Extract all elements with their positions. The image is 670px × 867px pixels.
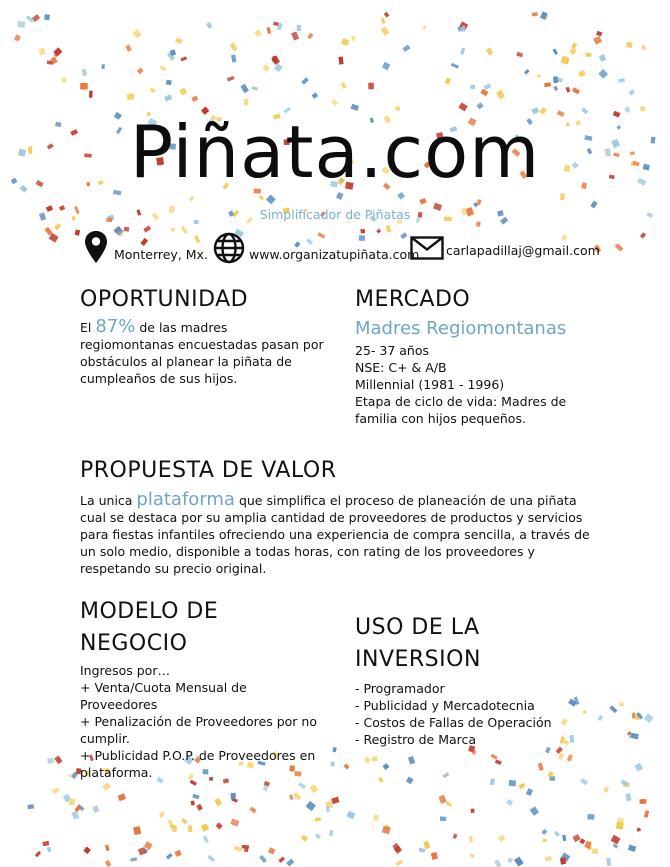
confetti-piece xyxy=(188,825,192,832)
globe-icon xyxy=(213,232,245,264)
confetti-piece xyxy=(201,824,209,832)
confetti-piece xyxy=(561,56,570,65)
confetti-piece xyxy=(196,804,203,811)
confetti-piece xyxy=(244,848,248,852)
confetti-piece xyxy=(460,48,465,55)
confetti-piece xyxy=(562,835,566,841)
confetti-piece xyxy=(47,847,52,853)
confetti-piece xyxy=(27,804,34,809)
confetti-piece xyxy=(214,798,222,806)
confetti-piece xyxy=(144,841,153,850)
section-propuesta xyxy=(80,455,595,577)
confetti-piece xyxy=(133,29,142,38)
confetti-piece xyxy=(453,833,458,838)
confetti-piece xyxy=(203,836,209,843)
confetti-piece xyxy=(231,55,236,63)
confetti-piece xyxy=(549,776,555,781)
confetti-piece xyxy=(35,851,41,857)
confetti-piece xyxy=(514,857,524,867)
confetti-piece xyxy=(469,836,473,842)
confetti-piece xyxy=(180,56,187,61)
confetti-piece xyxy=(240,84,249,93)
confetti-piece xyxy=(626,42,633,48)
confetti-piece xyxy=(476,102,483,109)
confetti-piece xyxy=(17,21,25,28)
confetti-piece xyxy=(625,793,631,801)
confetti-piece xyxy=(408,756,415,765)
confetti-piece xyxy=(637,828,641,832)
confetti-piece xyxy=(293,792,301,800)
confetti-piece xyxy=(54,756,62,765)
confetti-piece xyxy=(571,43,577,49)
mercado-line: Millennial (1981 - 1996) xyxy=(355,377,505,392)
confetti-piece xyxy=(431,852,438,860)
confetti-piece xyxy=(469,853,475,858)
confetti-piece xyxy=(105,845,110,851)
confetti-piece xyxy=(80,83,88,90)
confetti-piece xyxy=(271,55,280,64)
confetti-piece xyxy=(127,93,134,100)
confetti-piece xyxy=(628,845,637,852)
confetti-piece xyxy=(341,82,347,89)
confetti-piece xyxy=(344,764,350,770)
confetti-piece xyxy=(496,90,505,100)
confetti-piece xyxy=(572,834,580,842)
confetti-piece xyxy=(258,195,264,201)
confetti-piece xyxy=(267,27,271,34)
confetti-piece xyxy=(530,806,539,815)
modelo-line: + Penalización de Proveedores por no cumplir. xyxy=(80,714,317,746)
confetti-piece xyxy=(268,847,276,854)
confetti-piece xyxy=(553,76,558,83)
confetti-piece xyxy=(384,12,390,18)
confetti-piece xyxy=(289,794,294,800)
confetti-piece xyxy=(554,831,560,837)
confetti-piece xyxy=(230,818,239,826)
confetti-piece xyxy=(471,809,475,814)
confetti-piece xyxy=(402,45,410,52)
confetti-piece xyxy=(440,817,446,822)
confetti-piece xyxy=(509,780,516,786)
confetti-piece xyxy=(609,705,617,713)
confetti-piece xyxy=(639,799,646,804)
uso-line: - Publicidad y Mercadotecnia xyxy=(355,698,535,713)
confetti-piece xyxy=(82,69,87,76)
confetti-piece xyxy=(133,826,141,835)
uso-line: - Registro de Marca xyxy=(355,732,477,747)
confetti-piece xyxy=(189,196,194,202)
confetti-piece xyxy=(259,855,267,863)
propuesta-text-suffix: que simplifica el proceso de planeación de una piñata cual se destaca por su amplia cantidad de proveedores de productos y servicios para fiestas infantiles ofreciendo una experiencia de compra sencilla, a través de un solo medio, disponible a todas horas, con rating de los proveedores y respetando su precio original. xyxy=(80,493,590,576)
confetti-piece xyxy=(631,733,639,740)
page-title: Piñata.com xyxy=(129,110,541,194)
confetti-piece xyxy=(477,199,482,205)
confetti-piece xyxy=(470,84,475,89)
confetti-piece xyxy=(507,857,513,863)
confetti-piece xyxy=(207,855,215,862)
confetti-piece xyxy=(175,37,183,44)
confetti-piece xyxy=(599,54,606,62)
confetti-piece xyxy=(192,794,199,800)
confetti-piece xyxy=(137,68,144,75)
confetti-piece xyxy=(301,835,308,842)
envelope-icon xyxy=(410,236,444,260)
confetti-piece xyxy=(383,763,390,770)
confetti-piece xyxy=(606,858,611,866)
confetti-piece xyxy=(166,80,172,85)
confetti-piece xyxy=(560,193,565,200)
confetti-piece xyxy=(498,834,506,842)
oportunidad-text-prefix: El xyxy=(80,320,96,335)
confetti-piece xyxy=(598,69,608,79)
confetti-piece xyxy=(585,53,591,57)
confetti-piece xyxy=(315,833,321,839)
propuesta-text xyxy=(80,491,595,577)
mercado-details xyxy=(355,342,595,427)
confetti-piece xyxy=(381,27,390,37)
confetti-piece xyxy=(47,758,54,764)
confetti-piece xyxy=(618,78,625,83)
confetti-piece xyxy=(483,83,491,90)
contact-bar xyxy=(0,230,670,270)
confetti-piece xyxy=(262,64,270,72)
confetti-piece xyxy=(524,69,530,75)
confetti-piece xyxy=(644,713,654,723)
confetti-piece xyxy=(172,826,177,832)
confetti-piece xyxy=(476,222,480,227)
confetti-piece xyxy=(273,22,279,26)
confetti-piece xyxy=(243,99,248,106)
confetti-piece xyxy=(254,29,262,37)
modelo-line: + Venta/Cuota Mensual de Proveedores xyxy=(80,680,247,712)
oportunidad-text-suffix: de las madres regiomontanas encuestadas pasan por obstáculos al planear la piñata de cumpleaños de sus hijos. xyxy=(80,320,324,386)
modelo-line: + Publicidad P.O.P. de Proveedores en plataforma. xyxy=(80,748,316,780)
confetti-piece xyxy=(191,801,195,806)
confetti-piece xyxy=(611,835,621,845)
uso-heading: USO DE LA INVERSION xyxy=(355,615,481,672)
confetti-piece xyxy=(629,89,635,95)
confetti-piece xyxy=(578,70,586,78)
confetti-piece xyxy=(536,74,541,79)
confetti-piece xyxy=(159,811,165,818)
confetti-piece xyxy=(406,777,414,785)
confetti-piece xyxy=(351,35,356,41)
confetti-piece xyxy=(443,772,450,778)
confetti-piece xyxy=(553,86,558,91)
uso-details xyxy=(355,680,595,748)
section-modelo xyxy=(80,596,320,781)
confetti-piece xyxy=(150,88,156,93)
section-oportunidad xyxy=(80,284,325,387)
confetti-piece xyxy=(26,16,34,23)
confetti-piece xyxy=(191,96,198,102)
confetti-piece xyxy=(291,31,299,40)
confetti-piece xyxy=(544,82,551,87)
confetti-piece xyxy=(250,807,257,814)
confetti-piece xyxy=(346,811,355,820)
propuesta-text-prefix: La unica xyxy=(80,493,137,508)
mercado-line: 25- 37 años xyxy=(355,343,430,358)
confetti-piece xyxy=(494,860,501,867)
confetti-piece xyxy=(130,857,137,861)
confetti-piece xyxy=(486,47,493,55)
confetti-piece xyxy=(231,793,236,799)
confetti-piece xyxy=(332,747,336,752)
section-uso xyxy=(355,612,595,748)
confetti-piece xyxy=(373,815,379,822)
confetti-piece xyxy=(138,847,146,855)
confetti-piece xyxy=(44,14,50,20)
propuesta-highlight: plataforma xyxy=(136,489,235,510)
confetti-piece xyxy=(312,92,319,98)
confetti-piece xyxy=(597,715,603,721)
confetti-piece xyxy=(438,795,446,804)
mercado-line: Etapa de ciclo de vida: Madres de familia con hijos pequeños. xyxy=(355,394,567,426)
location-text: Monterrey, Mx. xyxy=(114,247,208,262)
confetti-piece xyxy=(490,778,495,785)
confetti-piece xyxy=(532,12,538,16)
uso-line: - Programador xyxy=(355,681,445,696)
confetti-piece xyxy=(587,814,594,820)
confetti-piece xyxy=(566,87,571,93)
confetti-piece xyxy=(227,76,235,82)
confetti-piece xyxy=(331,797,339,804)
confetti-piece xyxy=(644,810,649,818)
confetti-piece xyxy=(71,811,79,820)
confetti-piece xyxy=(364,756,372,763)
confetti-piece xyxy=(423,841,430,849)
confetti-piece xyxy=(372,756,378,761)
confetti-piece xyxy=(569,47,577,55)
oportunidad-text xyxy=(80,318,325,387)
confetti-piece xyxy=(216,822,223,829)
confetti-piece xyxy=(541,829,547,835)
confetti-piece xyxy=(619,702,624,707)
confetti-piece xyxy=(306,801,316,811)
confetti-piece xyxy=(603,786,609,793)
contact-location xyxy=(84,230,208,264)
confetti-piece xyxy=(42,841,49,847)
modelo-details xyxy=(80,662,320,781)
confetti-piece xyxy=(266,195,276,205)
confetti-piece xyxy=(526,788,533,796)
subtitle: Simplificador de Piñatas xyxy=(259,207,411,222)
confetti-piece xyxy=(206,22,212,29)
confetti-piece xyxy=(160,65,167,71)
mercado-line: NSE: C+ & A/B xyxy=(355,360,447,375)
confetti-piece xyxy=(634,763,643,772)
confetti-piece xyxy=(92,805,99,813)
confetti-piece xyxy=(616,822,624,830)
confetti-piece xyxy=(69,798,76,805)
confetti-piece xyxy=(38,48,45,56)
confetti-piece xyxy=(329,830,333,836)
confetti-piece xyxy=(52,787,60,794)
confetti-piece xyxy=(331,99,338,106)
confetti-piece xyxy=(382,62,390,70)
confetti-piece xyxy=(368,83,374,90)
confetti-piece xyxy=(315,817,321,821)
oportunidad-heading: OPORTUNIDAD xyxy=(80,287,249,312)
confetti-piece xyxy=(102,782,111,791)
confetti-piece xyxy=(378,777,384,783)
confetti-piece xyxy=(445,78,451,85)
confetti-piece xyxy=(118,793,127,801)
oportunidad-highlight: 87% xyxy=(95,316,136,337)
confetti-piece xyxy=(331,762,335,767)
confetti-piece xyxy=(242,845,249,849)
confetti-piece xyxy=(580,778,588,785)
confetti-piece xyxy=(519,783,526,789)
confetti-piece xyxy=(480,89,488,96)
confetti-piece xyxy=(572,87,580,94)
confetti-piece xyxy=(381,18,386,25)
confetti-piece xyxy=(251,86,258,91)
contact-email xyxy=(410,236,600,260)
confetti-piece xyxy=(181,818,187,824)
confetti-piece xyxy=(451,63,459,69)
confetti-piece xyxy=(642,45,646,50)
location-pin-icon xyxy=(84,230,108,264)
confetti-piece xyxy=(445,801,452,807)
website-link[interactable]: www.organizatupiñata.com xyxy=(249,247,420,262)
confetti-piece xyxy=(338,57,343,65)
confetti-piece xyxy=(419,198,426,204)
confetti-piece xyxy=(83,847,91,855)
confetti-piece xyxy=(596,31,602,37)
confetti-piece xyxy=(307,33,313,39)
confetti-piece xyxy=(632,713,635,719)
confetti-piece xyxy=(592,849,598,854)
mercado-heading: MERCADO xyxy=(355,287,471,312)
confetti-piece xyxy=(175,850,182,857)
confetti-piece xyxy=(506,799,513,806)
modelo-line: Ingresos por… xyxy=(80,663,170,678)
confetti-piece xyxy=(491,754,498,760)
confetti-piece xyxy=(593,36,602,45)
confetti-piece xyxy=(297,25,301,31)
confetti-piece xyxy=(538,763,544,771)
confetti-piece xyxy=(567,754,573,761)
confetti-piece xyxy=(558,753,564,760)
contact-website xyxy=(213,232,419,264)
confetti-piece xyxy=(542,838,547,842)
confetti-piece xyxy=(298,782,306,789)
propuesta-heading: PROPUESTA DE VALOR xyxy=(80,458,337,483)
confetti-piece xyxy=(164,94,172,101)
confetti-piece xyxy=(341,38,349,45)
confetti-piece xyxy=(14,34,21,41)
confetti-piece xyxy=(553,49,558,55)
mercado-highlight: Madres Regiomontanas xyxy=(355,318,567,339)
confetti-piece xyxy=(234,846,242,852)
uso-line: - Costos de Fallas de Operación xyxy=(355,715,552,730)
confetti-piece xyxy=(419,848,426,853)
confetti-piece xyxy=(89,91,93,98)
confetti-piece xyxy=(310,784,318,793)
confetti-piece xyxy=(166,853,173,859)
confetti-piece xyxy=(62,77,66,82)
confetti-piece xyxy=(179,87,187,95)
confetti-piece xyxy=(545,856,553,862)
section-mercado xyxy=(355,284,595,427)
confetti-piece xyxy=(422,25,427,30)
confetti-piece xyxy=(105,860,112,867)
confetti-piece xyxy=(495,759,502,764)
confetti-piece xyxy=(278,856,285,863)
confetti-piece xyxy=(516,52,523,58)
modelo-heading: MODELO DE NEGOCIO xyxy=(80,599,219,656)
confetti-piece xyxy=(229,42,237,51)
confetti-piece xyxy=(102,64,105,69)
confetti-piece xyxy=(286,859,294,867)
confetti-piece xyxy=(125,44,132,51)
email-link[interactable]: carlapadillaj@gmail.com xyxy=(446,243,600,258)
confetti-piece xyxy=(395,860,403,867)
confetti-piece xyxy=(301,77,309,85)
confetti-piece xyxy=(613,843,619,848)
